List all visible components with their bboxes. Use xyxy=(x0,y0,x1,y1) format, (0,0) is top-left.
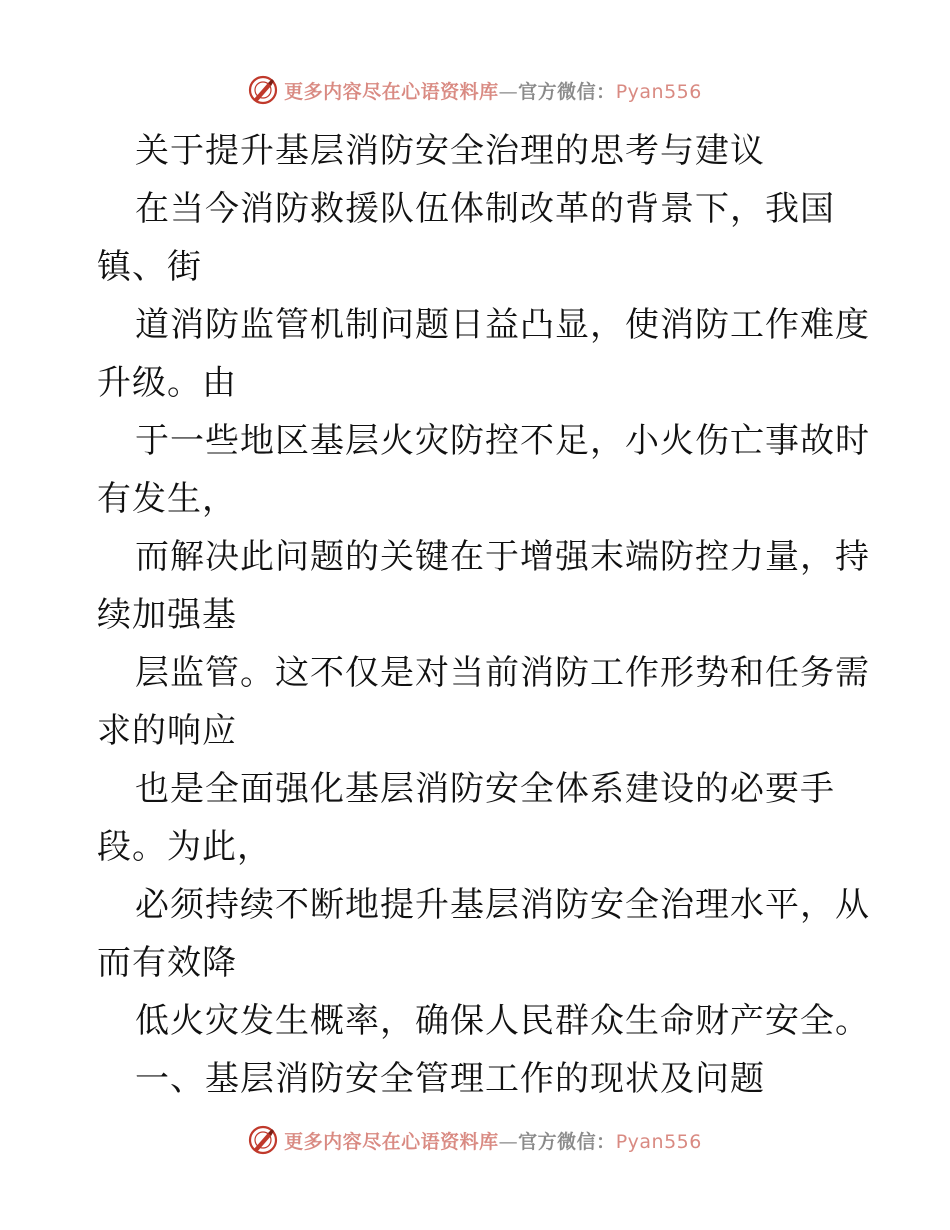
text-line: 层监管。这不仅是对当前消防工作形势和任务需 xyxy=(135,653,870,693)
text-line: 段。为此， xyxy=(97,827,272,867)
header-wechat-label: 官方微信： xyxy=(518,80,616,103)
text-line: 于一些地区基层火灾防控不足，小火伤亡事故时 xyxy=(135,421,870,461)
header-banner xyxy=(0,70,950,110)
text-line: 也是全面强化基层消防安全体系建设的必要手 xyxy=(135,769,835,809)
footer-wechat-label: 官方微信： xyxy=(518,1130,616,1153)
header-banner-text xyxy=(284,77,702,104)
text-line: 关于提升基层消防安全治理的思考与建议 xyxy=(135,131,765,171)
document-body xyxy=(97,122,870,1108)
text-line: 在当今消防救援队伍体制改革的背景下，我国 xyxy=(135,189,835,229)
text-line: 求的响应 xyxy=(97,711,237,751)
header-dash: — xyxy=(498,80,519,103)
text-line: 一、基层消防安全管理工作的现状及问题 xyxy=(135,1059,765,1099)
pen-logo-icon xyxy=(248,1125,278,1155)
footer-banner xyxy=(0,1120,950,1160)
text-line: 低火灾发生概率，确保人民群众生命财产安全。 xyxy=(135,1001,870,1041)
pen-logo-icon xyxy=(248,75,278,105)
footer-wechat-id: Pyan556 xyxy=(615,1130,702,1153)
text-line: 续加强基 xyxy=(97,595,237,635)
text-line: 有发生， xyxy=(97,479,237,519)
footer-banner-text xyxy=(284,1127,702,1154)
text-line: 而有效降 xyxy=(97,943,237,983)
text-line: 而解决此问题的关键在于增强末端防控力量，持 xyxy=(135,537,870,577)
footer-brand-text: 更多内容尽在心语资料库 xyxy=(284,1130,499,1153)
text-line: 道消防监管机制问题日益凸显，使消防工作难度 xyxy=(135,305,870,345)
text-line: 必须持续不断地提升基层消防安全治理水平，从 xyxy=(135,885,870,925)
footer-dash: — xyxy=(498,1130,519,1153)
header-wechat-id: Pyan556 xyxy=(615,80,702,103)
text-line: 升级。由 xyxy=(97,363,237,403)
text-line: 镇、街 xyxy=(97,247,202,287)
header-brand-text: 更多内容尽在心语资料库 xyxy=(284,80,499,103)
